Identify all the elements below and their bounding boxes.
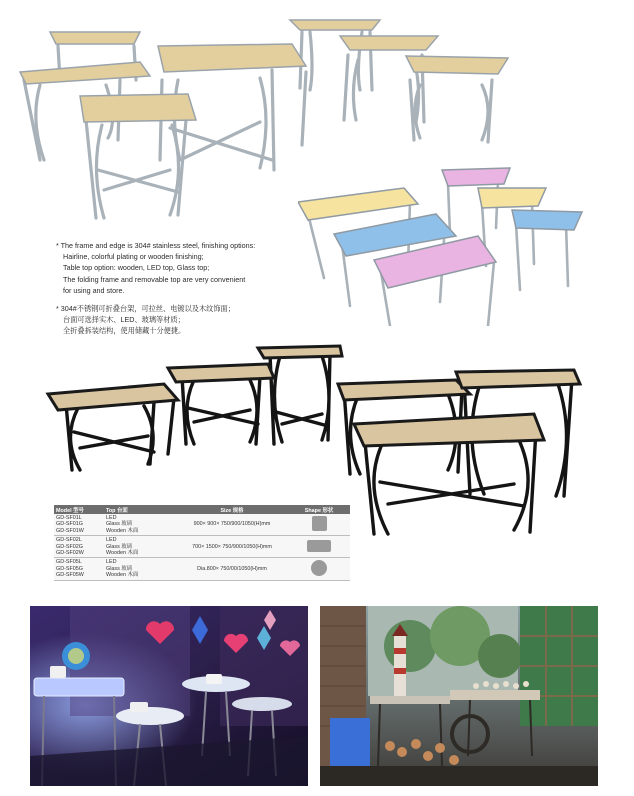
top-option: Glass 玻璃 xyxy=(106,543,133,550)
header-model: Model 型号 xyxy=(54,505,104,514)
spec-table xyxy=(54,505,350,581)
top-option: Glass 玻璃 xyxy=(106,521,133,528)
circle-shape-icon xyxy=(311,560,327,576)
square-shape-icon xyxy=(312,516,327,531)
top-cell xyxy=(104,536,176,558)
description-line: for using and store. xyxy=(63,285,125,295)
led-tables-image xyxy=(298,166,588,326)
top-option: Wooden 木面 xyxy=(106,550,139,557)
description-line: Table top option: wooden, LED top, Glass top; xyxy=(63,263,210,273)
top-cell xyxy=(104,558,176,580)
header-top: Top 台面 xyxy=(104,505,176,514)
table-row xyxy=(54,536,350,558)
size-cell: 700× 1500× 750/900/1050(H)mm xyxy=(176,536,288,558)
model-cell xyxy=(54,558,104,580)
header-size: Size 规格 xyxy=(176,505,288,514)
top-option: LED xyxy=(106,559,117,566)
restaurant-buffet-photo xyxy=(320,606,598,786)
model-code: GD-SF02L xyxy=(56,537,82,544)
top-option: Wooden 木面 xyxy=(106,572,139,579)
feature-description xyxy=(56,240,306,337)
model-code: GD-SF02G xyxy=(56,543,83,550)
description-line-cn: * 304#不锈钢可折叠台架，可拉丝、电镀以及木纹饰面； xyxy=(56,304,235,314)
size-cell: 900× 900× 750/900/1050(H)mm xyxy=(176,514,288,536)
shape-cell xyxy=(288,536,350,558)
description-line: Hairline, colorful plating or wooden finishing; xyxy=(63,252,204,262)
description-line: * The frame and edge is 304# stainless steel, finishing options: xyxy=(56,241,256,250)
size-cell: Dia.800× 750/00/1050(H)mm xyxy=(176,558,288,580)
model-code: GD-SF05L xyxy=(56,559,82,566)
model-code: GD-SF05G xyxy=(56,565,83,572)
top-option: LED xyxy=(106,537,117,544)
model-cell xyxy=(54,514,104,536)
model-code: GD-SF01L xyxy=(56,515,82,521)
shape-cell xyxy=(288,558,350,580)
spec-table-header xyxy=(54,505,350,514)
shape-cell xyxy=(288,514,350,536)
description-line-cn: 全折叠拆装结构，使用储藏十分便捷。 xyxy=(63,326,186,336)
model-code: GD-SF05W xyxy=(56,572,84,579)
top-option: Wooden 木面 xyxy=(106,527,139,534)
top-option: LED xyxy=(106,515,117,521)
header-shape: Shape 形状 xyxy=(288,505,350,514)
description-line-cn: 台面可选择实木、LED、玻璃等材质； xyxy=(63,315,185,325)
table-row xyxy=(54,558,350,580)
model-cell xyxy=(54,536,104,558)
model-code: GD-SF02W xyxy=(56,550,84,557)
party-scene-photo xyxy=(30,606,308,786)
top-cell xyxy=(104,514,176,536)
model-code: GD-SF01W xyxy=(56,527,84,534)
top-option: Glass 玻璃 xyxy=(106,565,133,572)
description-line: The folding frame and removable top are very convenient xyxy=(63,274,246,284)
model-code: GD-SF01G xyxy=(56,521,83,528)
table-row xyxy=(54,514,350,536)
rectangle-shape-icon xyxy=(307,540,331,552)
